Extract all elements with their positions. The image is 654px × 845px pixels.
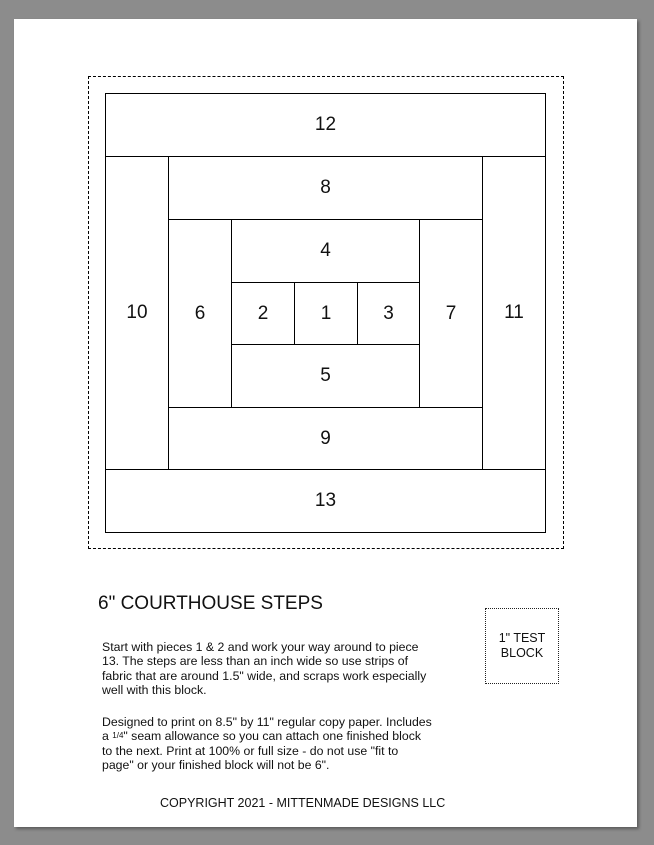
pattern-page [14, 19, 637, 827]
print-note-part: " seam allowance so you can attach one finished block to the next. Print at 100% or full size - do not use "fit to page" or your finished block will not be 6". [102, 729, 422, 773]
print-note-part: Designed to print on 8.5" by 11" regular copy paper. Includes a [102, 715, 432, 744]
piece-11 [482, 156, 546, 470]
piece-10 [105, 156, 169, 470]
piece-label: 3 [383, 302, 394, 324]
piece-13 [105, 469, 546, 533]
piece-label: 11 [504, 302, 524, 323]
piece-2 [231, 282, 295, 345]
seam-fraction: 1/4 [112, 731, 124, 741]
piece-4 [231, 219, 420, 283]
piece-label: 1 [320, 302, 332, 324]
piece-label: 13 [314, 490, 337, 511]
piece-label: 10 [126, 302, 148, 323]
piece-7 [419, 219, 483, 408]
piece-label: 8 [320, 177, 331, 198]
piece-label: 6 [194, 302, 206, 324]
instructions-text: Start with pieces 1 & 2 and work your way around to piece 13. The steps are less than an inch wide so use strips of fabric that are around 1.5" wide, and scraps work especially well with this block. [102, 640, 427, 698]
piece-label: 4 [320, 240, 331, 261]
piece-label: 2 [257, 302, 269, 324]
piece-9 [168, 407, 483, 470]
piece-8 [168, 156, 483, 220]
piece-label: 7 [445, 302, 457, 324]
test-block-square [485, 608, 559, 684]
print-note-text [102, 715, 432, 773]
test-block-label-line2: BLOCK [500, 646, 544, 660]
piece-12 [105, 93, 546, 157]
copyright-text: COPYRIGHT 2021 - MITTENMADE DESIGNS LLC [160, 796, 446, 810]
piece-3 [357, 282, 420, 345]
piece-5 [231, 344, 420, 408]
test-block-label-line1: 1" TEST [498, 631, 546, 645]
pattern-title: 6" COURTHOUSE STEPS [98, 593, 323, 614]
piece-6 [168, 219, 232, 408]
piece-1 [294, 282, 358, 345]
piece-label: 12 [314, 114, 337, 135]
piece-label: 5 [320, 365, 331, 386]
piece-label: 9 [320, 427, 331, 449]
